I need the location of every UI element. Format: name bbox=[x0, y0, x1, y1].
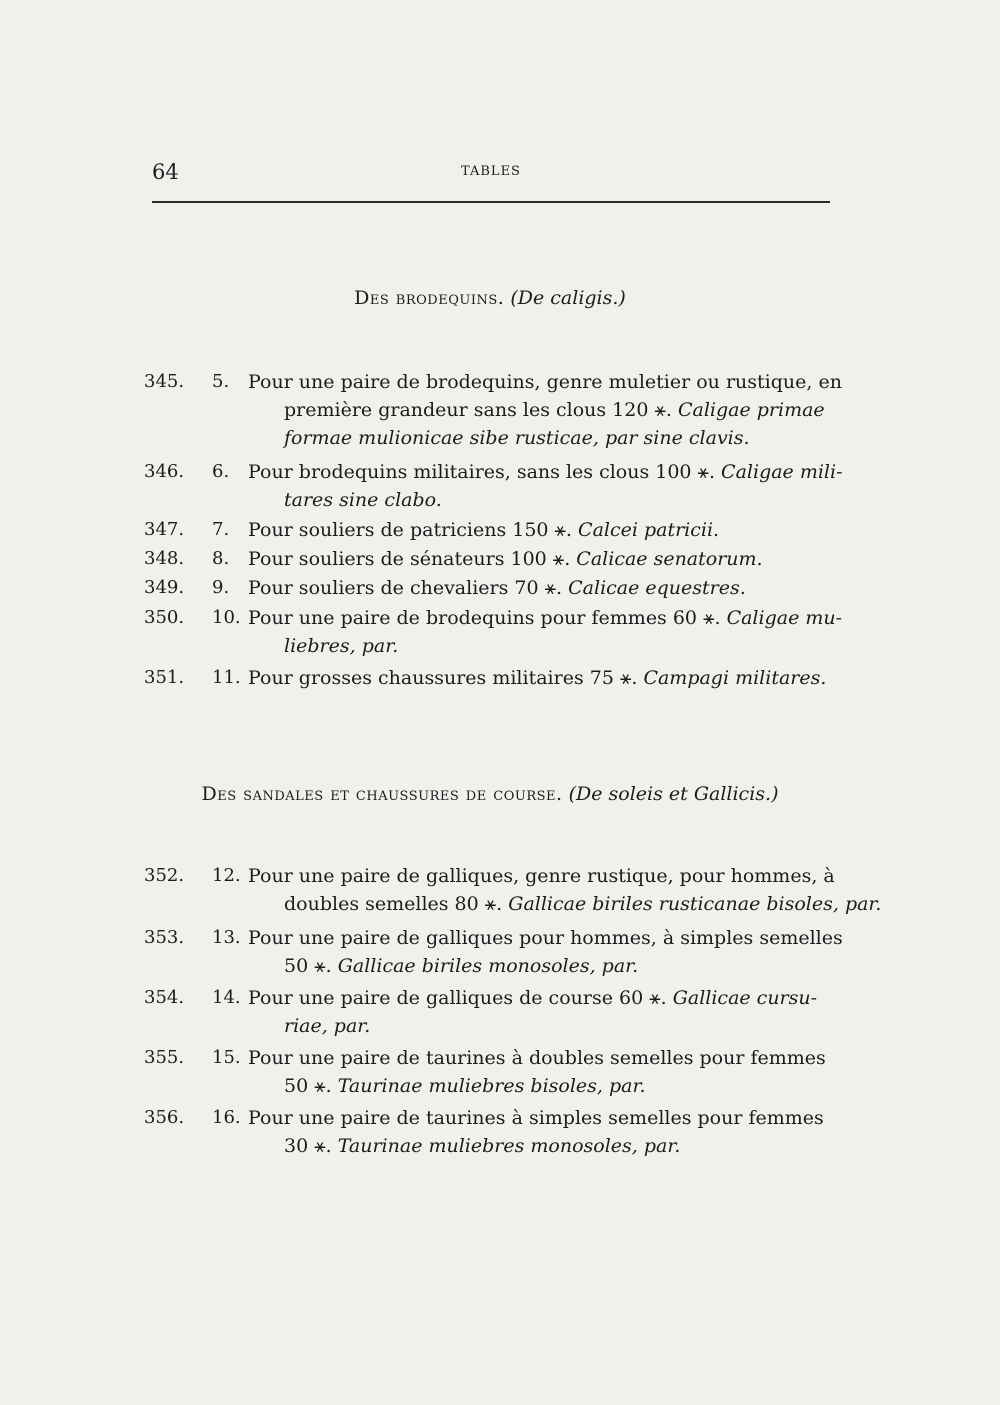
section-heading-sandales: Des sandales et chaussures de course. (De soleis et Gallicis.) bbox=[201, 783, 779, 805]
running-head bbox=[152, 160, 830, 190]
document-page: 64 TABLES Des brodequins. (De caligis.) 345. 5. Pour une paire de brodequins, genre muletier ou rustique, en première grandeur sans les clous 120 ⚹. Caligae primae formae mulionicae sibe rusticae, par sine clavis. 346. 6. Pour brodequins militaires, sans les clous 100 ⚹. Caligae mili- tares sine clabo. 347. 7. Pour souliers de patriciens 150 ⚹. Calcei patricii. 348. 8. Pour souliers de sénateurs 100 ⚹. Calicae senatorum. 349. 9. Pour souliers de chevaliers 70 ⚹. Calicae equestres. 350. 10. Pour une paire de brodequins pour femmes 60 ⚹. Caligae mu- liebres, par. 351. 11. Pour grosses chaussures militaires 75 ⚹. Campagi militares. Des sandales et chaussures de course. (De soleis et Gallicis.) 352. 12. Pour une paire de galliques, genre rustique, pour hommes, à doubles semelles 80 ⚹. Gallicae biriles rusticanae bisoles, par. 353. 13. Pour une paire de galliques pour hommes, à simples semelles 50 ⚹. Gallicae biriles monosoles, par. 354. 14. Pour une paire de galliques de course 60 ⚹. Gallicae cursu- riae, par. 355. 15. Pour une paire de taurines à doubles semelles pour femmes 50 ⚹. Taurinae muliebres bisoles, par. 356. 16. Pour une paire de taurines à simples semelles pour femmes 30 ⚹. Taurinae muliebres monosoles, par. bbox=[144, 160, 882, 1157]
header-rule bbox=[152, 201, 830, 203]
running-title: TABLES bbox=[461, 164, 521, 179]
section-heading-brodequins: Des brodequins. (De caligis.) bbox=[354, 287, 626, 309]
page-number: 64 bbox=[152, 160, 179, 184]
